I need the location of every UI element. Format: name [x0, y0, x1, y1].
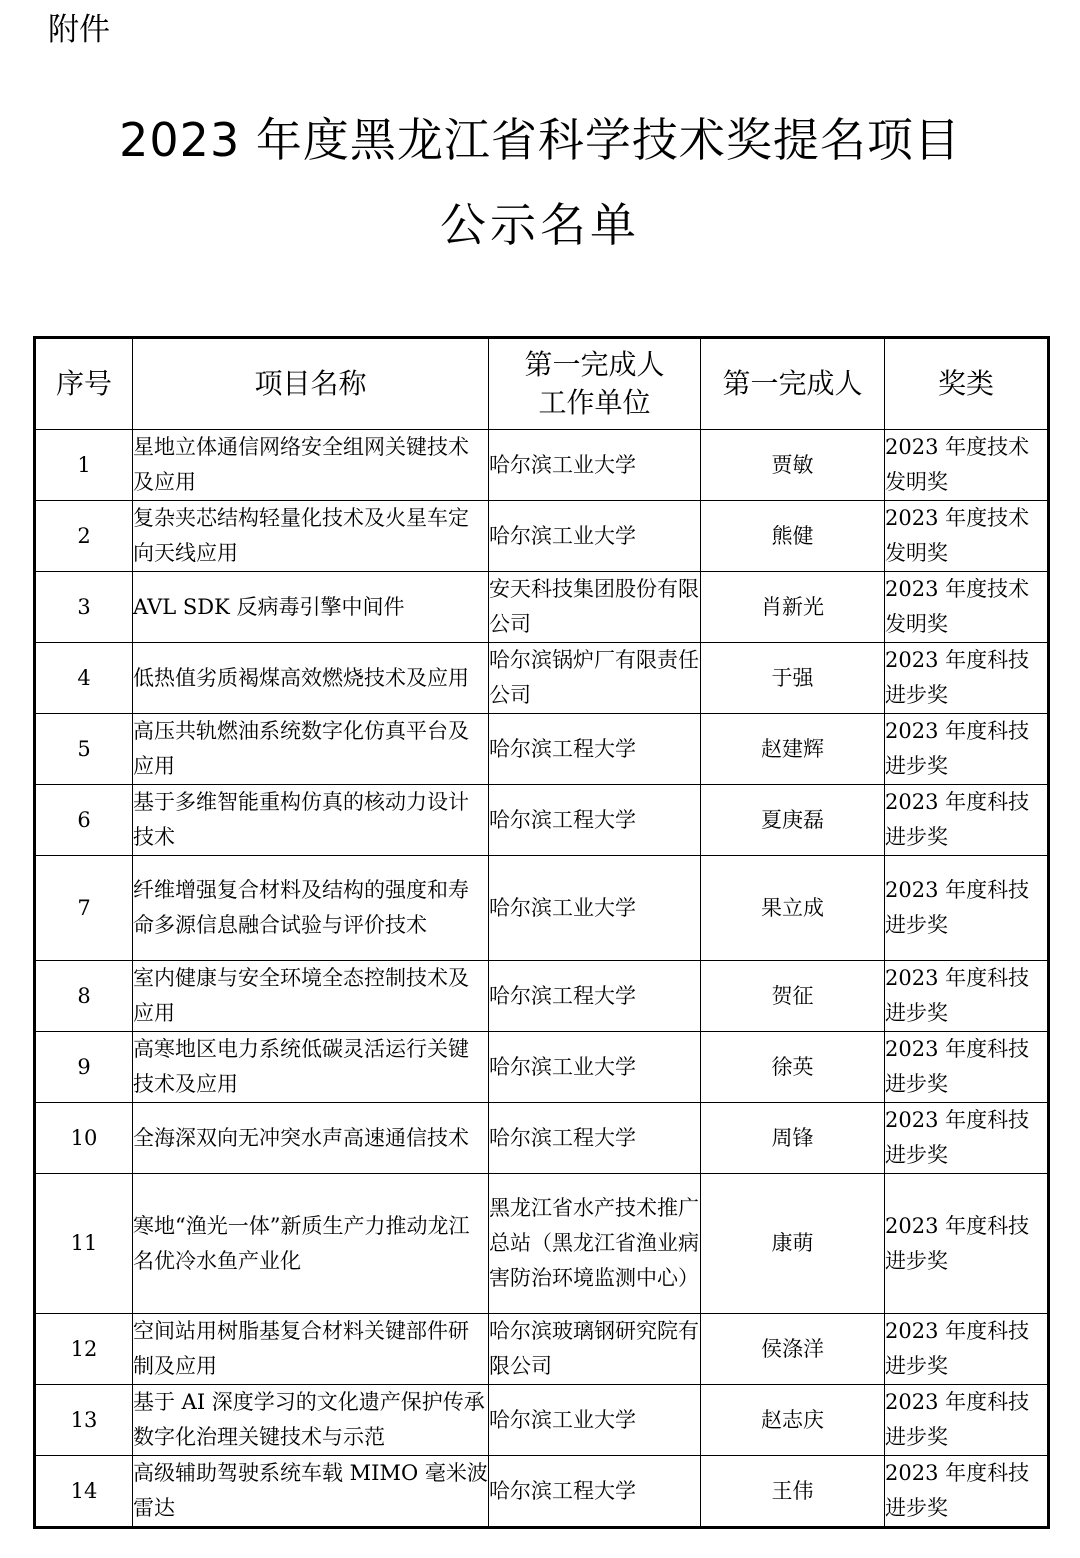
- cell-seq: 13: [35, 1385, 133, 1456]
- cell-award: 2023 年度科技进步奖: [885, 714, 1049, 785]
- table-row: [35, 430, 1049, 501]
- cell-seq: 4: [35, 643, 133, 714]
- table-row: [35, 1103, 1049, 1174]
- cell-award: 2023 年度科技进步奖: [885, 1314, 1049, 1385]
- cell-unit: 哈尔滨工程大学: [489, 961, 701, 1032]
- cell-award: 2023 年度科技进步奖: [885, 643, 1049, 714]
- attachment-label: 附件: [48, 12, 110, 48]
- cell-award: 2023 年度科技进步奖: [885, 1385, 1049, 1456]
- cell-unit: 安天科技集团股份有限公司: [489, 572, 701, 643]
- cell-person: 果立成: [701, 856, 885, 961]
- cell-project-name: 星地立体通信网络安全组网关键技术及应用: [133, 430, 489, 501]
- cell-person: 肖新光: [701, 572, 885, 643]
- cell-award: 2023 年度技术发明奖: [885, 501, 1049, 572]
- cell-seq: 10: [35, 1103, 133, 1174]
- cell-unit: 哈尔滨工程大学: [489, 1456, 701, 1528]
- cell-unit: 哈尔滨工业大学: [489, 430, 701, 501]
- cell-project-name: 高级辅助驾驶系统车载 MIMO 毫米波雷达: [133, 1456, 489, 1528]
- cell-person: 徐英: [701, 1032, 885, 1103]
- cell-person: 熊健: [701, 501, 885, 572]
- cell-seq: 9: [35, 1032, 133, 1103]
- header-first-completer-unit: [489, 338, 701, 430]
- cell-project-name: 高压共轨燃油系统数字化仿真平台及应用: [133, 714, 489, 785]
- cell-unit: 哈尔滨工业大学: [489, 856, 701, 961]
- cell-unit: 哈尔滨工程大学: [489, 714, 701, 785]
- award-nomination-table: [33, 336, 1050, 1529]
- cell-unit: 哈尔滨工业大学: [489, 1385, 701, 1456]
- table-row: [35, 856, 1049, 961]
- cell-seq: 14: [35, 1456, 133, 1528]
- cell-project-name: 低热值劣质褐煤高效燃烧技术及应用: [133, 643, 489, 714]
- table-row: [35, 1385, 1049, 1456]
- table-row: [35, 501, 1049, 572]
- cell-project-name: 基于多维智能重构仿真的核动力设计技术: [133, 785, 489, 856]
- table-row: [35, 1314, 1049, 1385]
- cell-person: 贺征: [701, 961, 885, 1032]
- cell-seq: 1: [35, 430, 133, 501]
- header-seq: 序号: [35, 338, 133, 430]
- cell-project-name: 基于 AI 深度学习的文化遗产保护传承数字化治理关键技术与示范: [133, 1385, 489, 1456]
- header-unit-line1: 第一完成人: [524, 348, 665, 381]
- header-first-completer: 第一完成人: [701, 338, 885, 430]
- cell-seq: 8: [35, 961, 133, 1032]
- cell-award: 2023 年度科技进步奖: [885, 961, 1049, 1032]
- cell-award: 2023 年度科技进步奖: [885, 1456, 1049, 1528]
- cell-person: 赵建辉: [701, 714, 885, 785]
- cell-award: 2023 年度科技进步奖: [885, 785, 1049, 856]
- cell-seq: 11: [35, 1174, 133, 1314]
- table-row: [35, 1456, 1049, 1528]
- cell-seq: 6: [35, 785, 133, 856]
- table-row: [35, 714, 1049, 785]
- document-subtitle: 公示名单: [440, 198, 640, 252]
- cell-person: 贾敏: [701, 430, 885, 501]
- table-header-row: [35, 338, 1049, 430]
- cell-project-name: AVL SDK 反病毒引擎中间件: [133, 572, 489, 643]
- cell-seq: 5: [35, 714, 133, 785]
- table-row: [35, 1174, 1049, 1314]
- cell-project-name: 复杂夹芯结构轻量化技术及火星车定向天线应用: [133, 501, 489, 572]
- table-row: [35, 572, 1049, 643]
- cell-person: 康萌: [701, 1174, 885, 1314]
- cell-person: 侯涤洋: [701, 1314, 885, 1385]
- cell-award: 2023 年度科技进步奖: [885, 856, 1049, 961]
- cell-award: 2023 年度技术发明奖: [885, 572, 1049, 643]
- cell-unit: 哈尔滨工业大学: [489, 1032, 701, 1103]
- cell-project-name: 高寒地区电力系统低碳灵活运行关键技术及应用: [133, 1032, 489, 1103]
- cell-person: 于强: [701, 643, 885, 714]
- header-unit-line2: 工作单位: [538, 386, 651, 419]
- cell-project-name: 寒地“渔光一体”新质生产力推动龙江名优冷水鱼产业化: [133, 1174, 489, 1314]
- table-row: [35, 1032, 1049, 1103]
- document-title: 2023 年度黑龙江省科学技术奖提名项目: [119, 113, 961, 167]
- cell-award: 2023 年度科技进步奖: [885, 1174, 1049, 1314]
- cell-seq: 3: [35, 572, 133, 643]
- cell-project-name: 室内健康与安全环境全态控制技术及应用: [133, 961, 489, 1032]
- table-row: [35, 785, 1049, 856]
- cell-award: 2023 年度技术发明奖: [885, 430, 1049, 501]
- cell-project-name: 全海深双向无冲突水声高速通信技术: [133, 1103, 489, 1174]
- cell-seq: 7: [35, 856, 133, 961]
- table-row: [35, 643, 1049, 714]
- cell-seq: 12: [35, 1314, 133, 1385]
- cell-project-name: 空间站用树脂基复合材料关键部件研制及应用: [133, 1314, 489, 1385]
- cell-unit: 哈尔滨工程大学: [489, 785, 701, 856]
- header-award-category: 奖类: [885, 338, 1049, 430]
- header-project-name: 项目名称: [133, 338, 489, 430]
- cell-person: 周锋: [701, 1103, 885, 1174]
- cell-unit: 哈尔滨锅炉厂有限责任公司: [489, 643, 701, 714]
- cell-person: 王伟: [701, 1456, 885, 1528]
- cell-person: 赵志庆: [701, 1385, 885, 1456]
- cell-unit: 黑龙江省水产技术推广总站（黑龙江省渔业病害防治环境监测中心）: [489, 1174, 701, 1314]
- cell-award: 2023 年度科技进步奖: [885, 1103, 1049, 1174]
- cell-award: 2023 年度科技进步奖: [885, 1032, 1049, 1103]
- cell-seq: 2: [35, 501, 133, 572]
- table-row: [35, 961, 1049, 1032]
- cell-unit: 哈尔滨工业大学: [489, 501, 701, 572]
- cell-project-name: 纤维增强复合材料及结构的强度和寿命多源信息融合试验与评价技术: [133, 856, 489, 961]
- cell-unit: 哈尔滨玻璃钢研究院有限公司: [489, 1314, 701, 1385]
- cell-person: 夏庚磊: [701, 785, 885, 856]
- cell-unit: 哈尔滨工程大学: [489, 1103, 701, 1174]
